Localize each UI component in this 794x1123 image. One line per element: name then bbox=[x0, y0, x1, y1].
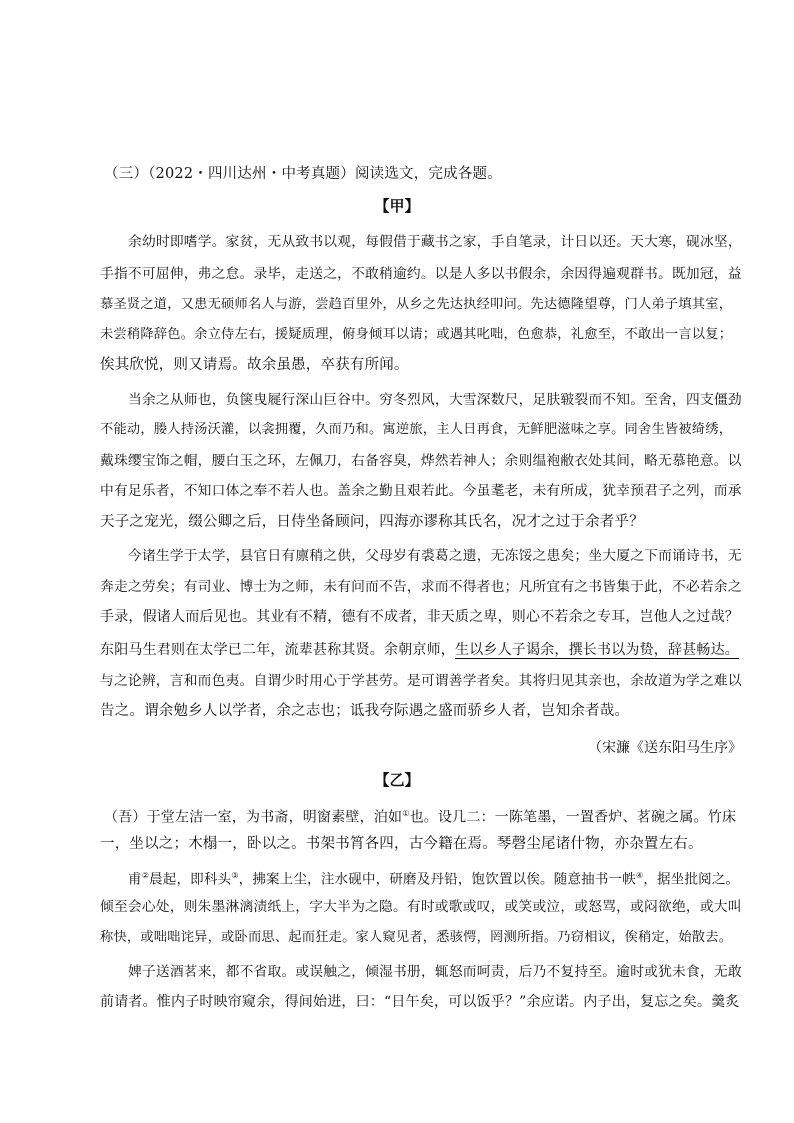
paragraph-line: 余幼时即嗜学。家贫，无从致书以观，每假借于藏书之家，手自笔录，计日以还。天大寒，砚冰坚， bbox=[128, 234, 742, 250]
paragraph-line: 当余之从师也，负箧曳屣行深山巨谷中。穷冬烈风，大雪深数尺，足肤皲裂而不知。至舍，四支僵劲 bbox=[128, 392, 742, 408]
underlined-sentence: 生以乡人子谒余，撰长书以为贽，辞甚畅达。 bbox=[455, 642, 739, 658]
paragraph-line: 称快，或咄咄诧异，或卧而思、起而狂走。家人窥见者，悉骇愕，罔测所指。乃窃相议，俟稍定，始散去。 bbox=[100, 930, 733, 945]
paragraph-line: 倾至会心处，则朱墨淋漓渍纸上，字大半为之隐。有时或歌或叹，或笑或泣，或怒骂，或闷欲绝，或大叫 bbox=[100, 899, 742, 915]
paragraph-line: 今诸生学于太学，县官日有廪稍之供，父母岁有裘葛之遗，无冻馁之患矣；坐大厦之下而诵诗书，无 bbox=[128, 548, 742, 564]
paragraph-line: 慕圣贤之道，又患无硕师名人与游，尝趋百里外，从乡之先达执经叩问。先达德隆望尊，门人弟子填其室， bbox=[100, 297, 733, 312]
paragraph-text: ，拂案上尘，注水砚中，研磨及丹铅，饱饮置以俟。随意抽书一帙 bbox=[238, 871, 636, 888]
paragraph-line bbox=[104, 804, 736, 828]
paragraph-line: 手录，假诸人而后见也。其业有不精，德有不成者，非天质之卑，则心不若余之专耳，岂他人之过哉？ bbox=[100, 609, 739, 625]
footnote-marker: ① bbox=[402, 809, 410, 818]
paragraph-line: 天子之宠光，缀公卿之后，日侍坐备顾问，四海亦谬称其氏名，况才之过于余者乎？ bbox=[100, 514, 644, 530]
paragraph-line: 前请者。惟内子时映帘窥余，得间始进，曰：“日午矣，可以饭乎？”余应诺。内子出，复忘之矣。羹炙 bbox=[100, 994, 740, 1010]
paragraph-text: 东阳马生君则在太学已二年，流辈甚称其贤。余朝京师， bbox=[100, 642, 455, 658]
paragraph-text: （吾）于堂左洁一室，为书斋，明窗素壁，泊如 bbox=[104, 809, 403, 826]
paragraph-text: 甫 bbox=[128, 871, 142, 888]
paragraph-line: 告之。谓余勉乡人以学者，余之志也；诋我夸际遇之盛而骄乡人者，岂知余者哉。 bbox=[100, 703, 630, 719]
paragraph-line: 奔走之劳矣；有司业、博士为之师，未有问而不告，求而不得者也；凡所宜有之书皆集于此，不必若余之 bbox=[100, 579, 742, 595]
paragraph-line: 婢子送酒茗来，都不省取。或误触之，倾湿书册，辄怒而呵责，后乃不复持至。逾时或犹未食，无敢 bbox=[128, 964, 742, 980]
paragraph-line: 俟其欣悦，则又请焉。故余虽愚，卒获有所闻。 bbox=[100, 357, 409, 373]
footnote-marker: ④ bbox=[635, 871, 644, 880]
footnote-marker: ② bbox=[141, 871, 150, 880]
paragraph-line bbox=[128, 866, 739, 890]
paragraph-text: 也。设几二：一陈笔墨，一置香炉、茗碗之属。竹床 bbox=[409, 809, 737, 826]
paragraph-line: 戴珠缨宝饰之帽，腰白玉之环，左佩刀，右备容臭，烨然若神人；余则缊袍敝衣处其间，略无慕艳意。以 bbox=[100, 453, 742, 469]
paragraph-line: 不能动，媵人持汤沃灌，以衾拥覆，久而乃和。寓逆旅，主人日再食，无鲜肥滋味之享。同舍生皆被绮绣， bbox=[100, 422, 733, 437]
question-title: （三）（2022・四川达州・中考真题）阅读选文，完成各题。 bbox=[104, 166, 502, 182]
paragraph-text: 晨起，即科头 bbox=[149, 871, 232, 888]
section-heading-jia: 【甲】 bbox=[374, 197, 420, 215]
paragraph-line: 与之论辨，言和而色夷。自谓少时用心于学甚劳。是可谓善学者矣。其将归见其亲也，余故道为学之难以 bbox=[100, 673, 742, 689]
paragraph-line: 手指不可屈伸，弗之怠。录毕，走送之，不敢稍逾约。以是人多以书假余，余因得遍观群书。既加冠，益 bbox=[100, 266, 742, 282]
footnote-marker: ③ bbox=[231, 871, 239, 880]
source-citation: （宋濂《送东阳马生序》 bbox=[588, 740, 742, 756]
section-heading-yi: 【乙】 bbox=[374, 771, 420, 789]
paragraph-text: ，据坐批阅之。 bbox=[643, 871, 740, 888]
paragraph-line: 一，坐以之；木榻一，卧以之。书架书筲各四，古今籍在焉。琴磬尘尾诸什物，亦杂置左右。 bbox=[100, 836, 703, 852]
paragraph-line bbox=[100, 640, 739, 660]
paragraph-line: 中有足乐者，不知口体之奉不若人也。盖余之勤且艰若此。今虽耄老，未有所成，犹幸预君子之列，而承 bbox=[100, 483, 742, 499]
paragraph-line: 未尝稍降辞色。余立侍左右，援疑质理，俯身倾耳以请；或遇其叱咄，色愈恭，礼愈至，不敢出一言以复； bbox=[100, 327, 733, 342]
